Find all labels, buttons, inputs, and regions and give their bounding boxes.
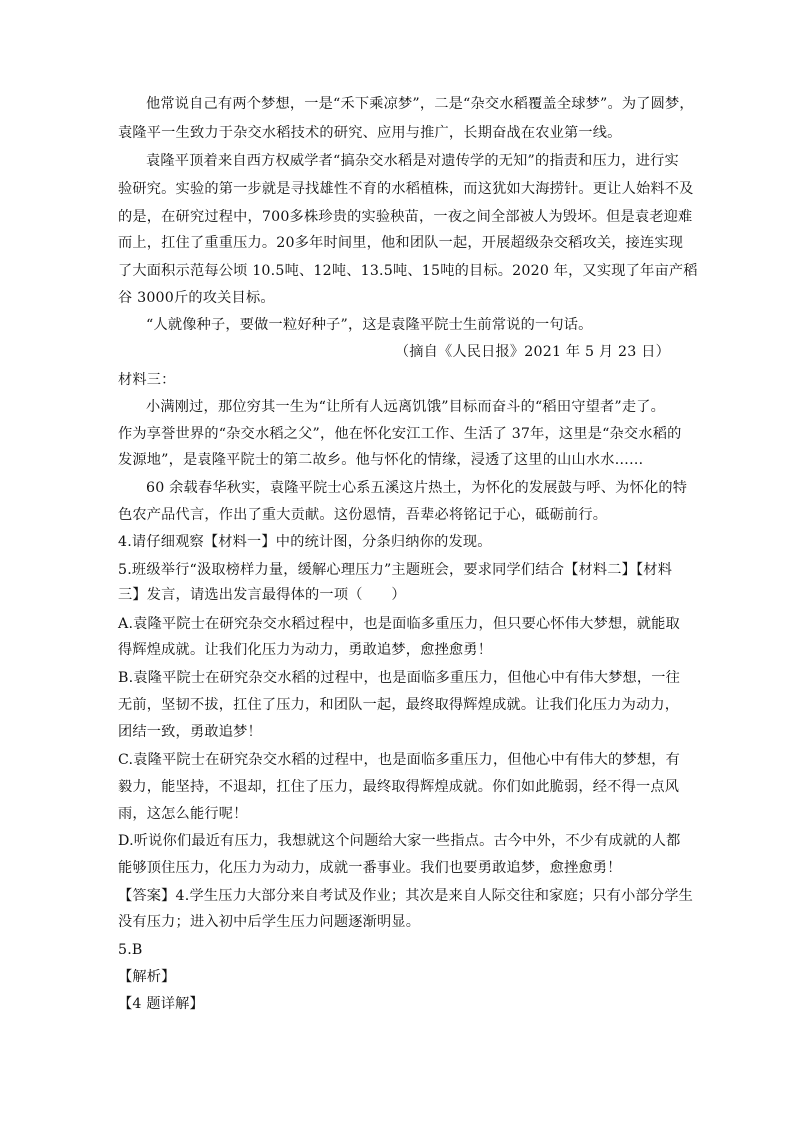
question-5: 5.班级举行“汲取榜样力量，缓解心理压力”主题班会，要求同学们结合【材料二】【材料 xyxy=(118,562,673,578)
paragraph-line: 验研究。实验的第一步就是寻找雄性不育的水稻植株，而这犹如大海捞针。更让人始料不及 xyxy=(118,181,694,197)
option-b: 无前，坚韧不拔，扛住了压力，和团队一起，最终取得辉煌成就。让我们化压力为动力， xyxy=(118,697,680,713)
paragraph-line: 的是，在研究过程中，700多株珍贵的实验秧苗，一夜之间全部被人为毁坏。但是袁老迎难 xyxy=(118,209,693,225)
paragraph-line: 小满刚过，那位穷其一生为“让所有人远离饥饿”目标而奋斗的“稻田守望者”走了。 xyxy=(146,399,665,415)
option-b: B.袁隆平院士在研究杂交水稻的过程中，也是面临多重压力，但他心中有伟大梦想，一往 xyxy=(118,670,681,686)
option-c: C.袁隆平院士在研究杂交水稻的过程中，也是面临多重压力，但他心中有伟大的梦想，有 xyxy=(118,752,680,768)
analysis-heading: 【解析】 xyxy=(118,969,176,985)
quote-line: “人就像种子，要做一粒好种子”，这是袁隆平院士生前常说的一句话。 xyxy=(146,317,593,333)
option-b: 团结一致，勇敢追梦！ xyxy=(118,724,262,740)
paragraph-line: 作为享誉世界的“杂交水稻之父”，他在怀化安江工作、生活了 37年，这里是“杂交水稻的 xyxy=(118,426,682,442)
paragraph-line: 发源地”，是袁隆平院士的第二故乡。他与怀化的情缘，浸透了这里的山山水水…… xyxy=(118,452,644,468)
option-a: A.袁隆平院士在研究杂交水稻过程中，也是面临多重压力，但只要心怀伟大梦想，就能取 xyxy=(118,616,680,632)
option-c: 毅力，能坚持，不退却，扛住了压力，最终取得辉煌成就。你们如此脆弱，经不得一点风 xyxy=(118,779,680,795)
question-5: 三】发言，请选出发言最得体的一项（ ） xyxy=(118,587,406,603)
paragraph-line: 60 余载春华秋实，袁隆平院士心系五溪这片热土，为怀化的发展鼓与呼、为怀化的特 xyxy=(146,480,688,496)
paragraph-line: 袁隆平顶着来自西方权威学者“搞杂交水稻是对遗传学的无知”的指责和压力，进行实 xyxy=(146,153,679,169)
material-three-heading: 材料三： xyxy=(118,372,176,388)
answer-text: 5.B xyxy=(118,942,143,958)
answer-text: 没有压力；进入初中后学生压力问题逐渐明显。 xyxy=(118,914,421,930)
option-d: 能够顶住压力，化压力为动力，成就一番事业。我们也要勇敢追梦，愈挫愈勇！ xyxy=(118,860,622,876)
paragraph-line: 谷 3000斤的攻关目标。 xyxy=(118,290,275,306)
paragraph-line: 而上，扛住了重重压力。20多年时间里，他和团队一起，开展超级杂交稻攻关，接连实现 xyxy=(118,235,684,251)
paragraph-line: 他常说自己有两个梦想，一是“禾下乘凉梦”，二是“杂交水稻覆盖全球梦”。为了圆梦， xyxy=(146,96,694,112)
option-a: 得辉煌成就。让我们化压力为动力，勇敢追梦，愈挫愈勇！ xyxy=(118,642,493,658)
option-d: D.听说你们最近有压力，我想就这个问题给大家一些指点。古今中外，不少有成就的人都 xyxy=(118,833,681,849)
option-c: 雨，这怎么能行呢！ xyxy=(118,806,248,822)
paragraph-line: 了大面积示范每公顷 10.5吨、12吨、13.5吨、15吨的目标。2020 年，又实现了年亩产稻 xyxy=(118,263,698,279)
answer-text: 【答案】4.学生压力大部分来自考试及作业；其次是来自人际交往和家庭；只有小部分学生 xyxy=(118,888,694,904)
paragraph-line: 色农产品代言，作出了重大贡献。这份恩情，吾辈必将铭记于心，砥砺前行。 xyxy=(118,507,608,523)
paragraph-line: 袁隆平一生致力于杂交水稻技术的研究、应用与推广，长期奋战在农业第一线。 xyxy=(118,125,622,141)
question-4-detail-heading: 【4 题详解】 xyxy=(118,996,204,1012)
question-4: 4.请仔细观察【材料一】中的统计图，分条归纳你的发现。 xyxy=(118,534,492,550)
source-citation: （摘自《人民日报》2021 年 5 月 23 日） xyxy=(394,344,670,360)
